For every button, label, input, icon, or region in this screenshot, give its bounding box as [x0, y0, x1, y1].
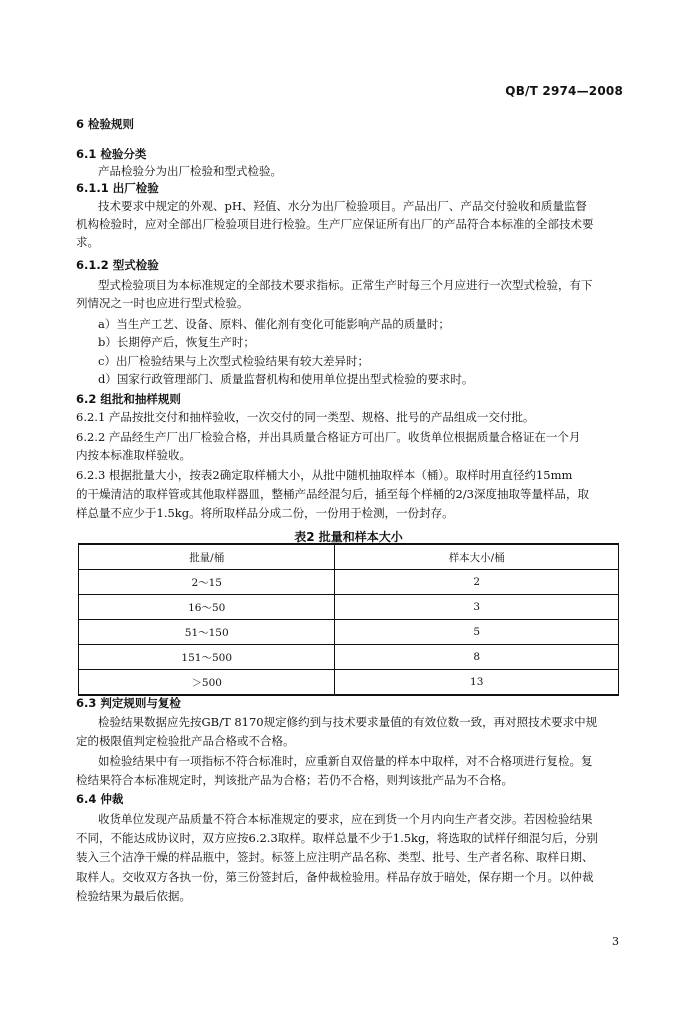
table-cell: 16～50: [79, 595, 335, 620]
table-cell: 8: [335, 645, 619, 670]
list-item-c: c）出厂检验结果与上次型式检验结果有较大差异时；: [98, 354, 369, 368]
table-cell: 2: [335, 570, 619, 595]
paragraph-line: 样总量不应少于1.5kg。将所取样品分成二份，一份用于检测，一份封存。: [76, 506, 454, 520]
paragraph-line: 检结果符合本标准规定时，判该批产品为合格；若仍不合格，则判该批产品为不合格。: [76, 773, 513, 787]
table-cell: 3: [335, 595, 619, 620]
section-6-1-2-heading: 6.1.2 型式检验: [76, 258, 159, 272]
paragraph-line: 产品检验分为出厂检验和型式检验。: [98, 164, 282, 178]
clause-6-2-3: 6.2.3 根据批量大小，按表2确定取样桶大小，从批中随机抽取样本（桶）。取样时用直径约15mm: [76, 468, 573, 482]
table-row: [79, 620, 619, 645]
paragraph-line: 的干燥清洁的取样管或其他取样器皿，整桶产品经混匀后，插至每个样桶的2/3深度抽取等量样品，取: [76, 487, 590, 501]
page-number: 3: [612, 935, 619, 948]
paragraph-line: 求。: [76, 235, 99, 249]
list-item-a: a）当生产工艺、设备、原料、催化剂有变化可能影响产品的质量时；: [98, 317, 450, 331]
table-row: [79, 595, 619, 620]
paragraph-line: 装入三个洁净干燥的样品瓶中，签封。标签上应注明产品名称、类型、批号、生产者名称、取样日期、: [76, 850, 594, 864]
section-6-1-1-heading: 6.1.1 出厂检验: [76, 181, 159, 195]
section-6-heading: 6 检验规则: [76, 117, 135, 131]
paragraph-line: 取样人。交收双方各执一份，第三份签封后，备仲裁检验用。样品存放于暗处，保存期一个月。以仲裁: [76, 870, 594, 884]
paragraph-line: 机构检验时，应对全部出厂检验项目进行检验。生产厂应保证所有出厂的产品符合本标准的全部技术要: [76, 217, 594, 231]
table-cell: 151～500: [79, 645, 335, 670]
paragraph-line: 内按本标准取样验收。: [76, 448, 191, 462]
paragraph-line: 检验结果为最后依据。: [76, 889, 191, 903]
list-item-b: b）长期停产后，恢复生产时；: [98, 335, 255, 349]
table-cell: 51～150: [79, 620, 335, 645]
section-6-3-heading: 6.3 判定规则与复检: [76, 696, 181, 710]
column-header-batch: 批量/桶: [79, 544, 335, 570]
section-6-2-heading: 6.2 组批和抽样规则: [76, 392, 181, 406]
table-row: [79, 670, 619, 696]
standard-number: QB/T 2974—2008: [505, 84, 623, 98]
table-header-row: [79, 544, 619, 570]
paragraph-line: 技术要求中规定的外观、pH、羟值、水分为出厂检验项目。产品出厂、产品交付验收和质量监督: [98, 199, 587, 213]
paragraph-line: 型式检验项目为本标准规定的全部技术要求指标。正常生产时每三个月应进行一次型式检验，有下: [98, 278, 593, 292]
list-item-d: d）国家行政管理部门、质量监督机构和使用单位提出型式检验的要求时。: [98, 372, 474, 386]
paragraph-line: 定的极限值判定检验批产品合格或不合格。: [76, 734, 295, 748]
paragraph-line: 收货单位发现产品质量不符合本标准规定的要求，应在到货一个月内向生产者交涉。若因检验结果: [98, 812, 593, 826]
table-cell: 5: [335, 620, 619, 645]
section-6-4-heading: 6.4 仲裁: [76, 792, 124, 806]
table-cell: ＞500: [79, 670, 335, 696]
paragraph-line: 不同，不能达成协议时，双方应按6.2.3取样。取样总量不少于1.5kg，将选取的试样仔细混匀后，分别: [76, 831, 598, 845]
section-6-1-heading: 6.1 检验分类: [76, 147, 147, 161]
clause-6-2-1: 6.2.1 产品按批交付和抽样验收，一次交付的同一类型、规格、批号的产品组成一交付批。: [76, 410, 535, 424]
paragraph-line: 如检验结果中有一项指标不符合标准时，应重新自双倍量的样本中取样，对不合格项进行复检。复: [98, 754, 593, 768]
clause-6-2-2: 6.2.2 产品经生产厂出厂检验合格，并出具质量合格证方可出厂。收货单位根据质量合格证在一个月: [76, 430, 581, 444]
table-row: [79, 570, 619, 595]
column-header-sample: 样本大小/桶: [335, 544, 619, 570]
table-row: [79, 645, 619, 670]
table-caption: 表2 批量和样本大小: [294, 530, 403, 544]
paragraph-line: 列情况之一时也应进行型式检验。: [76, 296, 249, 310]
table-cell: 2～15: [79, 570, 335, 595]
paragraph-line: 检验结果数据应先按GB/T 8170规定修约到与技术要求量值的有效位数一致，再对照技术要求中规: [98, 715, 598, 729]
table-cell: 13: [335, 670, 619, 696]
batch-sample-table: [78, 543, 619, 696]
